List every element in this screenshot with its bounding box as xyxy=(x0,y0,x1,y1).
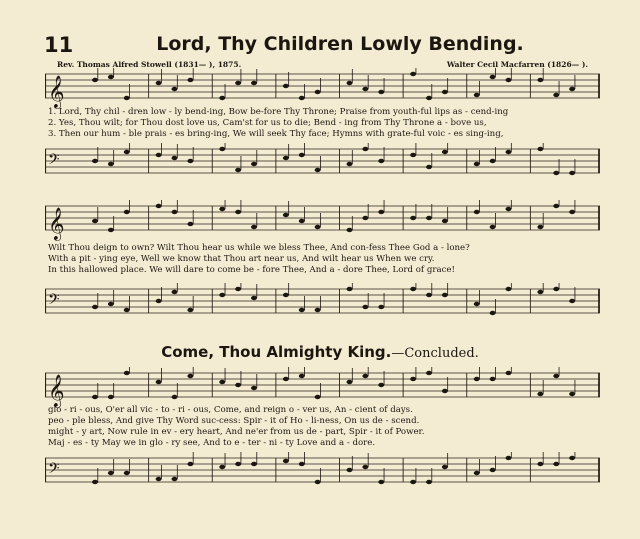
lyric-line-4: Wilt Thou deign to own? Wilt Thou hear us while we bless Thee, And con-fess Thee God a - lone? xyxy=(48,243,470,253)
notehead xyxy=(92,219,98,223)
lyric-line-8: peo - ple bless, And give Thy Word suc-cess: Spir - it of Ho - li-ness, On us de - scend. xyxy=(48,416,420,426)
staff-system-3-treble xyxy=(45,367,600,409)
notehead xyxy=(506,150,512,154)
notehead xyxy=(235,462,241,466)
lyric-line-6: In this hallowed place. We will dare to come be - fore Thee, And a - dore Thee, Lord of grace! xyxy=(48,265,455,275)
hymn-2-title-text: Come, Thou Almighty King. xyxy=(161,343,392,361)
notehead xyxy=(172,395,178,399)
notehead xyxy=(347,468,353,472)
notehead xyxy=(426,216,432,220)
notehead xyxy=(251,296,257,300)
notehead xyxy=(219,207,225,211)
notehead xyxy=(219,293,225,297)
notehead xyxy=(362,305,368,309)
notehead xyxy=(410,480,416,484)
notehead xyxy=(251,81,257,85)
notehead xyxy=(219,380,225,384)
notehead xyxy=(569,171,575,175)
notehead xyxy=(299,153,305,157)
staff-lines xyxy=(45,373,600,397)
notehead xyxy=(235,81,241,85)
lyric-line-5: With a pit - ying eye, Well we know that Thou art near us, And wilt hear us When we cry. xyxy=(48,254,435,264)
notehead xyxy=(187,462,193,466)
notehead xyxy=(410,216,416,220)
notehead xyxy=(442,90,448,94)
lyric-line-1: 1. Lord, Thy chil - dren low - ly bend-ing, Bow be-fore Thy Throne; Praise from youth-ful lips as - cend-ing xyxy=(48,107,509,117)
notehead xyxy=(506,287,512,291)
notehead xyxy=(362,147,368,151)
notehead xyxy=(410,153,416,157)
notehead xyxy=(219,96,225,100)
lyrics-system-3 xyxy=(48,405,598,449)
composer-credit: Walter Cecil Macfarren (1826— ). xyxy=(446,60,588,69)
notehead xyxy=(537,225,543,229)
notehead xyxy=(251,462,257,466)
staff-lines xyxy=(45,458,600,482)
notehead xyxy=(378,159,384,163)
treble-staff-1 xyxy=(45,68,600,110)
notehead xyxy=(474,162,480,166)
notehead xyxy=(410,377,416,381)
notehead xyxy=(299,96,305,100)
notehead xyxy=(315,395,321,399)
notehead xyxy=(124,96,130,100)
notehead xyxy=(172,156,178,160)
notehead xyxy=(315,90,321,94)
lyric-line-3: 3. Then our hum - ble prais - es bring-ing, We will seek Thy face; Hymns with grate-ful voic - es sing-ing, xyxy=(48,129,504,139)
bass-clef-icon: 𝄢 xyxy=(48,151,60,172)
notehead xyxy=(299,308,305,312)
bass-clef-icon: 𝄢 xyxy=(48,460,60,481)
notehead xyxy=(569,299,575,303)
notehead xyxy=(347,162,353,166)
notehead xyxy=(553,374,559,378)
notehead xyxy=(490,159,496,163)
notehead xyxy=(187,159,193,163)
notehead xyxy=(156,477,162,481)
notehead xyxy=(219,465,225,469)
notehead xyxy=(347,81,353,85)
notehead xyxy=(92,159,98,163)
notehead xyxy=(156,153,162,157)
notehead xyxy=(235,168,241,172)
notehead xyxy=(187,78,193,82)
notehead xyxy=(299,219,305,223)
notehead xyxy=(283,84,289,88)
notehead xyxy=(124,150,130,154)
notehead xyxy=(251,225,257,229)
notehead xyxy=(537,392,543,396)
notehead xyxy=(187,374,193,378)
notehead xyxy=(426,96,432,100)
hymn-2-concluded: —Concluded. xyxy=(391,346,479,361)
staff-system-1-treble xyxy=(45,68,600,110)
notehead xyxy=(537,78,543,82)
notehead xyxy=(553,204,559,208)
notehead xyxy=(569,210,575,214)
notehead xyxy=(490,311,496,315)
notehead xyxy=(108,162,114,166)
notehead xyxy=(108,302,114,306)
notehead xyxy=(156,204,162,208)
notehead xyxy=(506,207,512,211)
notehead xyxy=(283,459,289,463)
notehead xyxy=(92,395,98,399)
notehead xyxy=(378,210,384,214)
notehead xyxy=(378,383,384,387)
page-number: 11 xyxy=(44,33,74,57)
notehead xyxy=(299,462,305,466)
notehead xyxy=(378,90,384,94)
notehead xyxy=(362,374,368,378)
notehead xyxy=(124,308,130,312)
notehead xyxy=(553,287,559,291)
notehead xyxy=(506,456,512,460)
notehead xyxy=(172,477,178,481)
notehead xyxy=(362,87,368,91)
notehead xyxy=(426,371,432,375)
notehead xyxy=(283,377,289,381)
notehead xyxy=(474,471,480,475)
notehead xyxy=(92,480,98,484)
notehead xyxy=(172,87,178,91)
notehead xyxy=(378,305,384,309)
notehead xyxy=(442,150,448,154)
hymn-2-title xyxy=(0,343,640,361)
notehead xyxy=(553,171,559,175)
notehead xyxy=(108,228,114,232)
notehead xyxy=(410,72,416,76)
notehead xyxy=(299,374,305,378)
author-credit: Rev. Thomas Alfred Stowell (1831— ), 1875. xyxy=(57,60,242,69)
notehead xyxy=(92,305,98,309)
notehead xyxy=(442,219,448,223)
notehead xyxy=(537,147,543,151)
bass-staff-2 xyxy=(45,283,600,333)
notehead xyxy=(315,168,321,172)
notehead xyxy=(315,308,321,312)
notehead xyxy=(537,462,543,466)
staff-system-3-bass xyxy=(45,452,600,502)
lyrics-system-1 xyxy=(48,107,598,140)
notehead xyxy=(187,222,193,226)
notehead xyxy=(553,93,559,97)
notehead xyxy=(490,225,496,229)
notehead xyxy=(537,290,543,294)
staff-lines xyxy=(45,74,600,98)
treble-clef-icon: 𝄞 xyxy=(48,374,65,407)
notehead xyxy=(156,81,162,85)
notehead xyxy=(283,293,289,297)
notehead xyxy=(187,308,193,312)
staff-system-2-bass xyxy=(45,283,600,333)
notehead xyxy=(474,302,480,306)
notehead xyxy=(283,156,289,160)
treble-staff-2 xyxy=(45,200,600,242)
staff-system-2-treble xyxy=(45,200,600,242)
notehead xyxy=(569,392,575,396)
notehead xyxy=(124,210,130,214)
notehead xyxy=(490,468,496,472)
notehead xyxy=(251,386,257,390)
notehead xyxy=(92,78,98,82)
notehead xyxy=(474,93,480,97)
lyric-line-2: 2. Yes, Thou wilt; for Thou dost love us, Cam'st for us to die; Bend - ing from Thy Throne a - bove us, xyxy=(48,118,487,128)
notehead xyxy=(506,371,512,375)
notehead xyxy=(283,213,289,217)
notehead xyxy=(347,228,353,232)
treble-clef-icon: 𝄞 xyxy=(48,207,65,240)
notehead xyxy=(235,383,241,387)
notehead xyxy=(347,287,353,291)
notehead xyxy=(569,87,575,91)
notehead xyxy=(506,78,512,82)
notehead xyxy=(490,377,496,381)
lyric-line-7: glo - ri - ous, O'er all vic - to - ri - ous, Come, and reign o - ver us, An - cient of days. xyxy=(48,405,413,415)
notehead xyxy=(108,471,114,475)
treble-staff-3 xyxy=(45,367,600,409)
notehead xyxy=(426,480,432,484)
notehead xyxy=(410,287,416,291)
notehead xyxy=(362,465,368,469)
notehead xyxy=(156,299,162,303)
notehead xyxy=(442,465,448,469)
notehead xyxy=(108,395,114,399)
notehead xyxy=(315,480,321,484)
notehead xyxy=(426,165,432,169)
notehead xyxy=(235,287,241,291)
notehead xyxy=(124,471,130,475)
notehead xyxy=(553,462,559,466)
notehead xyxy=(251,162,257,166)
bass-clef-icon: 𝄢 xyxy=(48,291,60,312)
notehead xyxy=(378,480,384,484)
notehead xyxy=(442,293,448,297)
notehead xyxy=(235,210,241,214)
notehead xyxy=(474,210,480,214)
treble-clef-icon: 𝄞 xyxy=(48,75,65,108)
notehead xyxy=(156,380,162,384)
notehead xyxy=(315,225,321,229)
lyric-line-10: Maj - es - ty May we in glo - ry see, And to e - ter - ni - ty Love and a - dore. xyxy=(48,438,376,448)
staff-lines xyxy=(45,206,600,230)
lyrics-system-2 xyxy=(48,243,598,276)
notehead xyxy=(569,456,575,460)
notehead xyxy=(442,389,448,393)
notehead xyxy=(490,75,496,79)
notehead xyxy=(219,147,225,151)
notehead xyxy=(347,380,353,384)
notehead xyxy=(172,210,178,214)
notehead xyxy=(124,371,130,375)
notehead xyxy=(426,293,432,297)
notehead xyxy=(362,216,368,220)
notehead xyxy=(108,75,114,79)
staff-system-1-bass xyxy=(45,143,600,193)
hymn-title: Lord, Thy Children Lowly Bending. xyxy=(156,33,524,55)
bass-staff-3 xyxy=(45,452,600,502)
notehead xyxy=(172,290,178,294)
notehead xyxy=(474,377,480,381)
lyric-line-9: might - y art, Now rule in ev - ery heart, And ne'er from us de - part, Spir - it of Power. xyxy=(48,427,425,437)
bass-staff-1 xyxy=(45,143,600,193)
